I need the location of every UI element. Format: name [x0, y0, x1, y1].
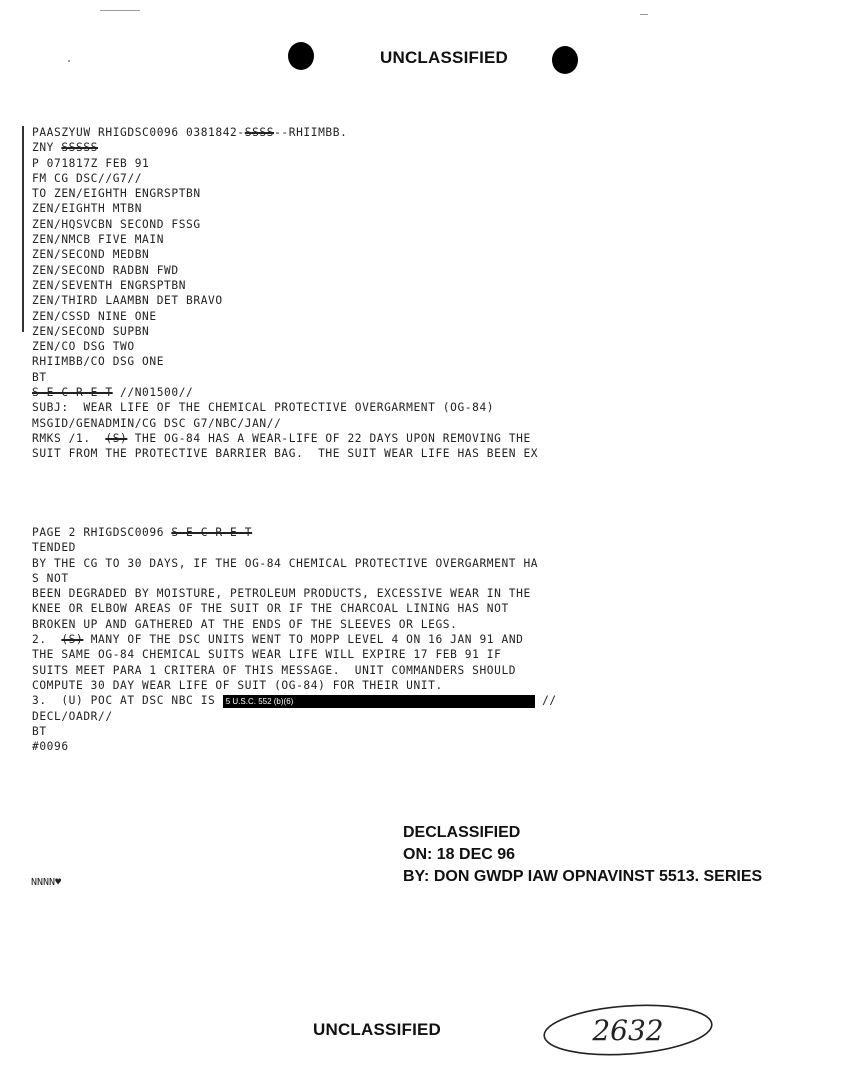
- line-text: BROKEN UP AND GATHERED AT THE ENDS OF THE SLEEVES OR LEGS.: [32, 617, 458, 631]
- line-text: ZEN/SECOND MEDBN: [32, 248, 150, 262]
- punch-hole-mark-right: [552, 46, 578, 74]
- message-line: [32, 201, 832, 216]
- message-line: [32, 232, 832, 247]
- line-text: BT: [32, 724, 47, 738]
- message-line: [32, 400, 832, 415]
- message-line: [32, 263, 832, 278]
- margin-bar: [22, 126, 24, 332]
- end-of-message-marker: NNNN♥: [31, 877, 62, 888]
- classification-header: UNCLASSIFIED: [380, 48, 509, 67]
- message-line: [32, 601, 832, 616]
- message-line: [32, 125, 832, 140]
- line-text: BY THE CG TO 30 DAYS, IF THE OG-84 CHEMICAL PROTECTIVE OVERGARMENT HA: [32, 556, 539, 570]
- line-text: ZNY: [32, 141, 62, 155]
- line-text: SUBJ: WEAR LIFE OF THE CHEMICAL PROTECTIVE OVERGARMENT (OG-84): [32, 401, 495, 415]
- message-line: [32, 647, 832, 662]
- declassified-label: DECLASSIFIED: [403, 824, 521, 841]
- message-line: [32, 586, 832, 601]
- line-text: RMKS /1.: [32, 431, 106, 445]
- line-text: ZEN/CSSD NINE ONE: [32, 309, 157, 323]
- line-text: 2.: [32, 633, 62, 647]
- message-line: [32, 431, 832, 446]
- line-text: //N01500//: [112, 386, 194, 400]
- message-line: [32, 354, 832, 369]
- message-line: [32, 632, 832, 647]
- line-text: THE OG-84 HAS A WEAR-LIFE OF 22 DAYS UPON REMOVING THE: [127, 431, 531, 445]
- line-text: THE SAME OG-84 CHEMICAL SUITS WEAR LIFE WILL EXPIRE 17 FEB 91 IF: [32, 648, 502, 662]
- struck-marking: (S): [61, 633, 84, 647]
- message-line: [32, 617, 832, 632]
- message-line: [32, 186, 832, 201]
- message-line: [32, 678, 832, 693]
- line-text: RHIIMBB/CO DSG ONE: [32, 355, 165, 369]
- line-text: DECL/OADR//: [32, 709, 113, 723]
- message-page2-block: [32, 525, 832, 754]
- line-text: BEEN DEGRADED BY MOISTURE, PETROLEUM PRODUCTS, EXCESSIVE WEAR IN THE: [32, 587, 531, 601]
- message-line: [32, 571, 832, 586]
- punch-hole-mark-left: [288, 42, 314, 70]
- scan-speck: [68, 60, 70, 62]
- message-line: [32, 556, 832, 571]
- scan-speck: [640, 14, 648, 15]
- message-line: [32, 540, 832, 555]
- message-line: [32, 309, 832, 324]
- message-line: [32, 278, 832, 293]
- line-text: MSGID/GENADMIN/CG DSC G7/NBC/JAN//: [32, 416, 282, 430]
- line-text: BT: [32, 370, 47, 384]
- struck-marking: S E C R E T: [32, 386, 113, 400]
- line-text: P 071817Z FEB 91: [32, 156, 150, 170]
- line-text: SUITS MEET PARA 1 CRITERA OF THIS MESSAGE. UNIT COMMANDERS SHOULD: [32, 663, 517, 677]
- message-line: [32, 724, 832, 739]
- line-text: ZEN/HQSVCBN SECOND FSSG: [32, 217, 201, 231]
- line-text: ZEN/THIRD LAAMBN DET BRAVO: [32, 294, 223, 308]
- line-text: #0096: [32, 740, 69, 754]
- line-text: MANY OF THE DSC UNITS WENT TO MOPP LEVEL 4 ON 16 JAN 91 AND: [83, 633, 524, 647]
- struck-marking: SSSS: [244, 126, 275, 139]
- scan-speck: [100, 10, 140, 11]
- message-line: [32, 739, 832, 754]
- struck-marking: SSSSS: [61, 141, 99, 155]
- classification-footer: UNCLASSIFIED: [313, 1020, 442, 1039]
- redaction-box: 5 U.S.C. 552 (b)(6): [223, 695, 535, 708]
- line-text: //: [534, 694, 557, 708]
- struck-marking: S E C R E T: [171, 526, 253, 539]
- declassified-authority: BY: DON GWDP IAW OPNAVINST 5513. SERIES: [403, 868, 763, 885]
- line-text: --RHIIMBB.: [274, 126, 348, 139]
- line-text: COMPUTE 30 DAY WEAR LIFE OF SUIT (OG-84) FOR THEIR UNIT.: [32, 678, 443, 692]
- line-text: ZEN/CO DSG TWO: [32, 340, 135, 354]
- declassification-stamp: [403, 822, 762, 888]
- declassified-date: ON: 18 DEC 96: [403, 846, 516, 863]
- line-text: ZEN/SEVENTH ENGRSPTBN: [32, 278, 187, 292]
- message-line: [32, 663, 832, 678]
- message-line: [32, 293, 832, 308]
- line-text: TENDED: [32, 541, 77, 555]
- message-line: [32, 446, 832, 461]
- line-text: PAGE 2 RHIGDSC0096: [32, 526, 172, 539]
- message-line: [32, 171, 832, 186]
- message-line: [32, 416, 832, 431]
- struck-marking: (S): [105, 431, 128, 445]
- message-line: [32, 247, 832, 262]
- line-text: ZEN/SECOND SUPBN: [32, 324, 150, 338]
- message-line: [32, 370, 832, 385]
- message-line: [32, 385, 832, 400]
- line-text: 3. (U) POC AT DSC NBC IS: [32, 694, 223, 708]
- line-text: KNEE OR ELBOW AREAS OF THE SUIT OR IF THE CHARCOAL LINING HAS NOT: [32, 602, 509, 616]
- stamp-number: 2632: [592, 1014, 664, 1047]
- message-line: [32, 156, 832, 171]
- message-line: [32, 709, 832, 724]
- line-text: ZEN/NMCB FIVE MAIN: [32, 233, 165, 247]
- page-number-stamp: [540, 1000, 715, 1060]
- message-line: [32, 217, 832, 232]
- line-text: S NOT: [32, 571, 69, 585]
- message-line: [32, 324, 832, 339]
- line-text: ZEN/SECOND RADBN FWD: [32, 263, 179, 277]
- line-text: PAASZYUW RHIGDSC0096 0381842-: [32, 126, 245, 139]
- message-line: [32, 693, 832, 708]
- message-line: [32, 339, 832, 354]
- message-line: [32, 525, 832, 540]
- message-header-block: [32, 125, 832, 462]
- line-text: ZEN/EIGHTH MTBN: [32, 202, 143, 216]
- line-text: TO ZEN/EIGHTH ENGRSPTBN: [32, 187, 201, 201]
- line-text: SUIT FROM THE PROTECTIVE BARRIER BAG. THE SUIT WEAR LIFE HAS BEEN EX: [32, 447, 539, 461]
- line-text: FM CG DSC//G7//: [32, 171, 143, 185]
- message-line: [32, 140, 832, 155]
